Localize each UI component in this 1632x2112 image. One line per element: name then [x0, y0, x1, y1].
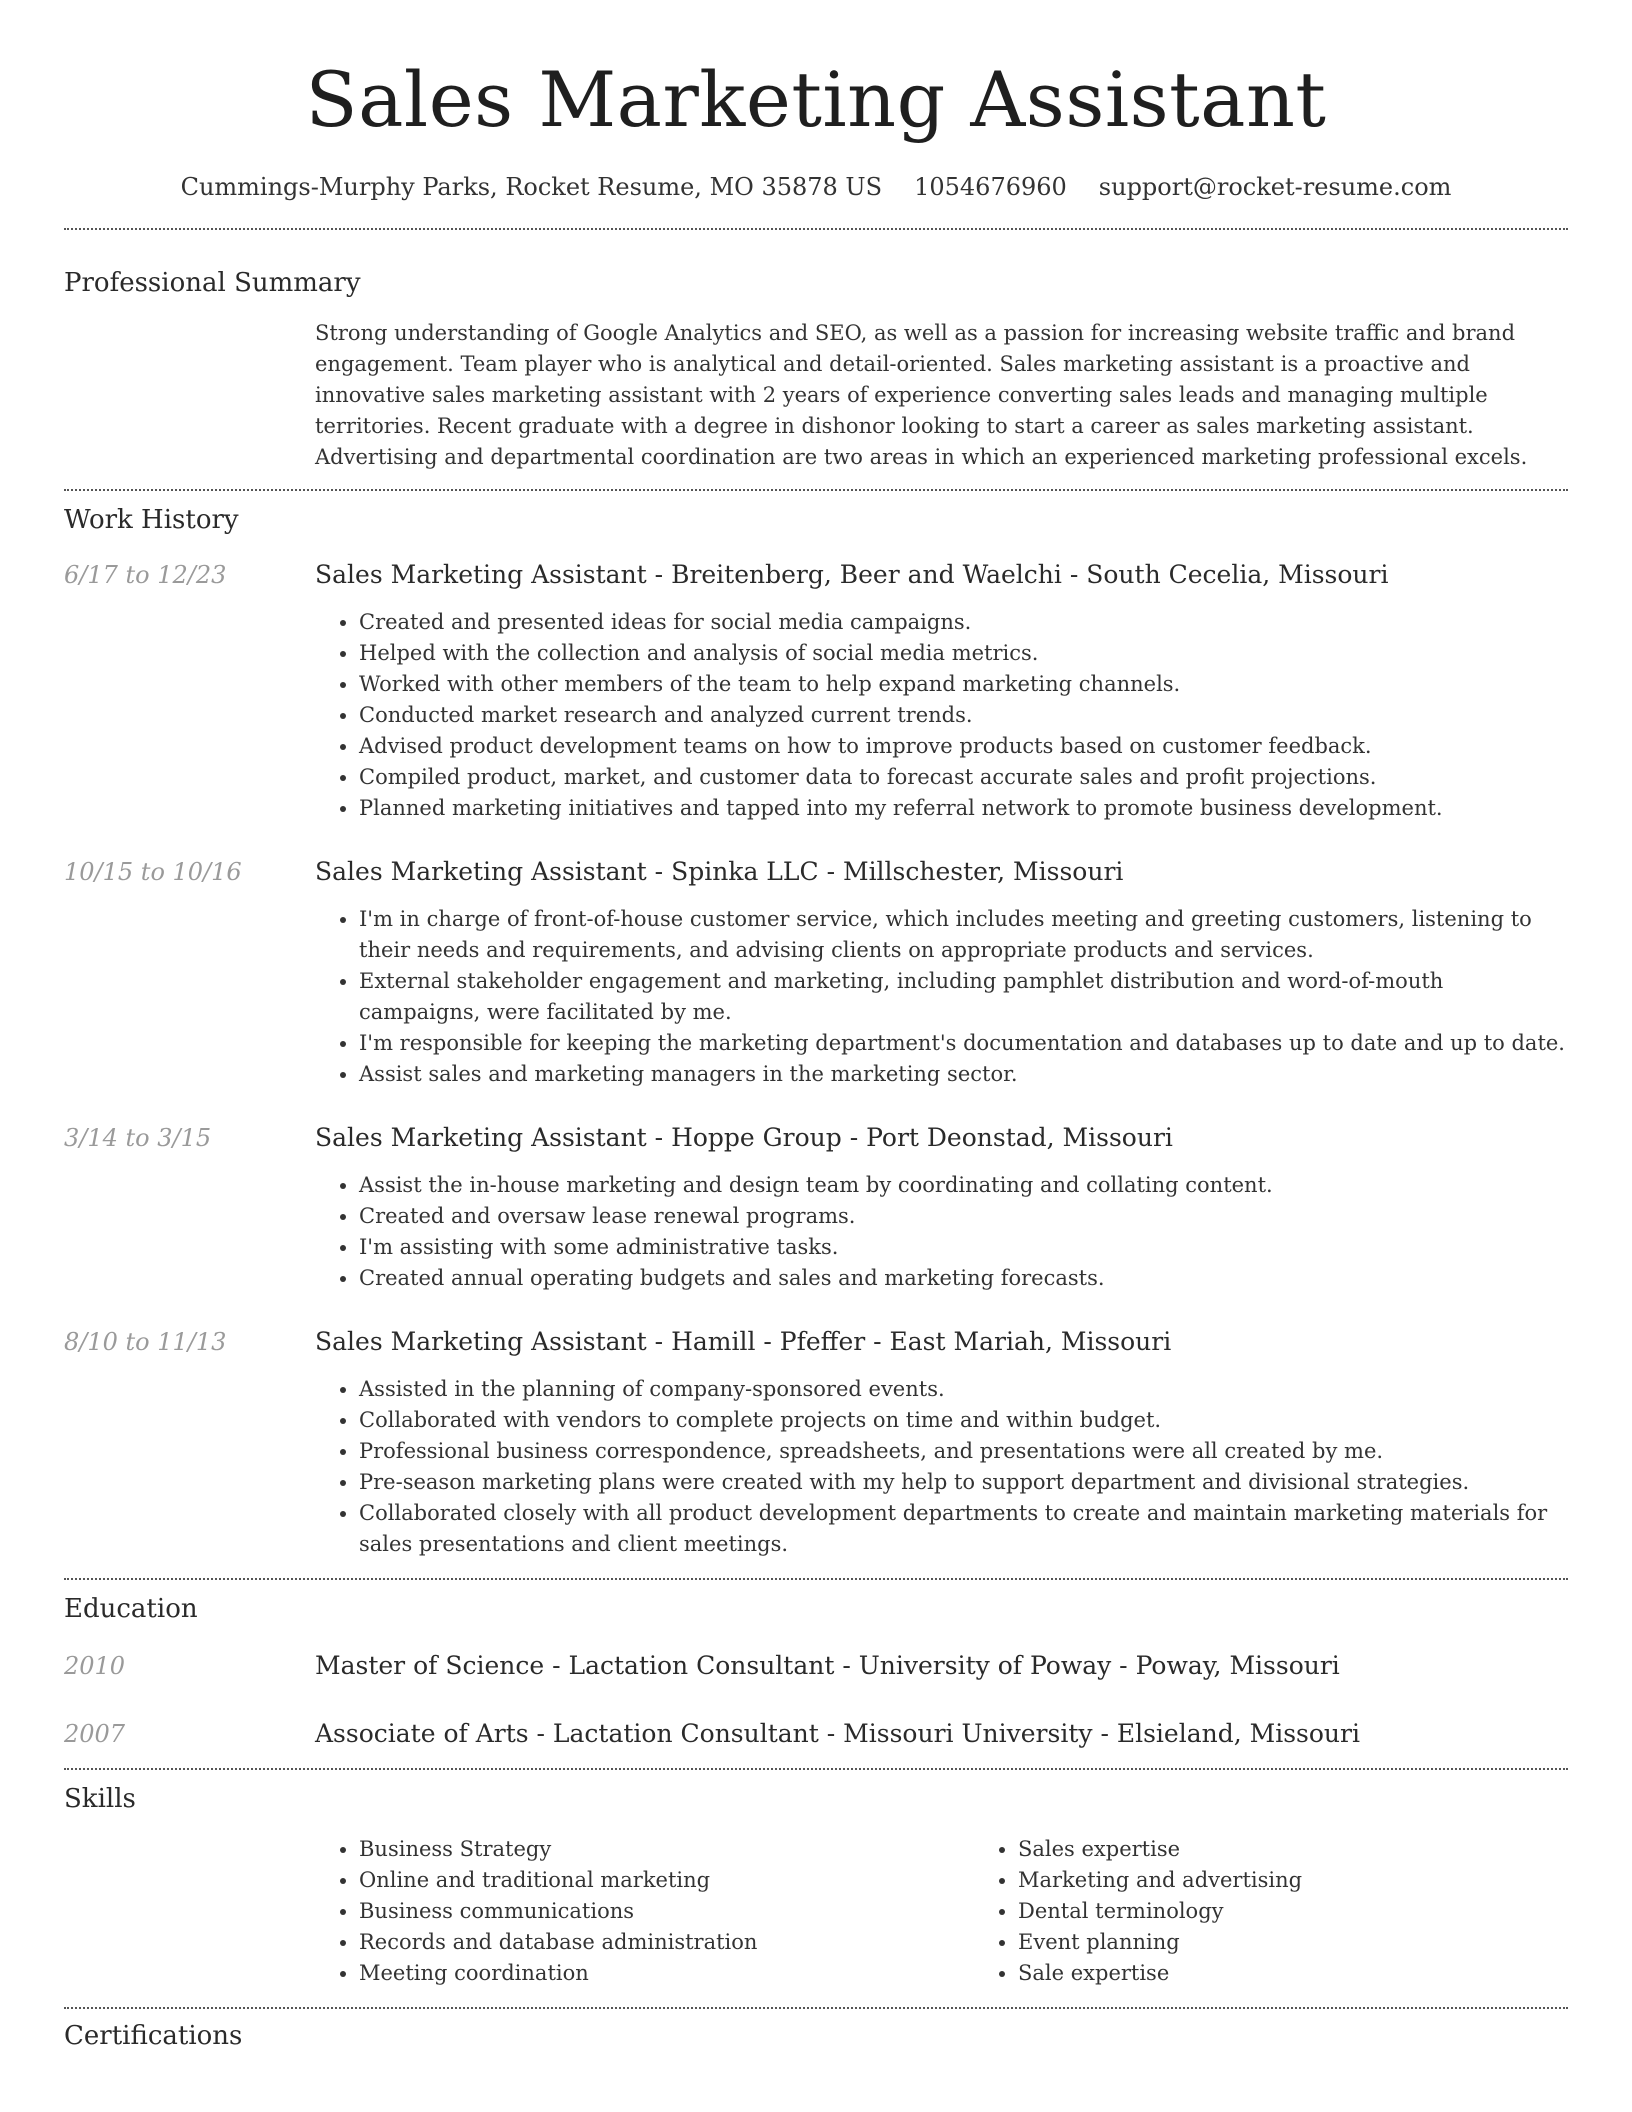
job-bullets [315, 1374, 1568, 1560]
job-heading: Sales Marketing Assistant - Breitenberg, Beer and Waelchi - South Cecelia, Missouri [315, 560, 1389, 589]
list-item: • Assist sales and marketing managers in the marketing sector. [359, 1059, 1568, 1090]
skills-section [64, 1782, 1568, 1989]
job-heading: Sales Marketing Assistant - Spinka LLC - Millschester, Missouri [315, 857, 1124, 886]
list-item: • Created and oversaw lease renewal programs. [359, 1201, 1568, 1232]
list-item: • Assisted in the planning of company-sponsored events. [359, 1374, 1568, 1405]
education-entry [64, 1718, 1568, 1750]
skills-list [315, 1834, 1632, 1989]
list-item: • I'm assisting with some administrative tasks. [359, 1232, 1568, 1263]
list-item: • Created annual operating budgets and sales and marketing forecasts. [359, 1263, 1568, 1294]
job-heading: Sales Marketing Assistant - Hoppe Group - Port Deonstad, Missouri [315, 1123, 1173, 1152]
list-item: • Assist the in-house marketing and design team by coordinating and collating content. [359, 1170, 1568, 1201]
list-item: • Online and traditional marketing [359, 1865, 974, 1896]
divider [64, 2007, 1568, 2009]
contact-line [64, 170, 1568, 204]
list-item: • Helped with the collection and analysis of social media metrics. [359, 638, 1568, 669]
list-item: • Records and database administration [359, 1927, 974, 1958]
job-dates: 10/15 to 10/16 [64, 858, 242, 886]
education-degree: Associate of Arts - Lactation Consultant - Missouri University - Elsieland, Missouri [315, 1719, 1360, 1748]
job-entry [64, 856, 1568, 1090]
contact-phone: 1054676960 [914, 173, 1067, 201]
list-item: • I'm in charge of front-of-house customer service, which includes meeting and greeting customers, listening to their needs and requirements, and advising clients on appropriate products and services. [359, 904, 1568, 966]
list-item: • Advised product development teams on how to improve products based on customer feedback. [359, 731, 1568, 762]
list-item: • Sales expertise [1018, 1834, 1632, 1865]
skills-column-left [315, 1834, 974, 1989]
education-section [64, 1592, 1568, 1750]
list-item: • Business communications [359, 1896, 974, 1927]
job-dates: 6/17 to 12/23 [64, 561, 227, 589]
list-item: • Business Strategy [359, 1834, 974, 1865]
job-bullets [315, 607, 1568, 824]
divider [64, 1768, 1568, 1770]
list-item: • Compiled product, market, and customer data to forecast accurate sales and profit projections. [359, 762, 1568, 793]
list-item: • Planned marketing initiatives and tapped into my referral network to promote business development. [359, 793, 1568, 824]
skills-title: Skills [64, 1784, 136, 1814]
list-item: • Professional business correspondence, spreadsheets, and presentations were all created by me. [359, 1436, 1568, 1467]
education-title: Education [64, 1594, 198, 1624]
list-item: • Worked with other members of the team to help expand marketing channels. [359, 669, 1568, 700]
certifications-title: Certifications [64, 2021, 243, 2051]
resume-page [64, 0, 1568, 2053]
divider [64, 228, 1568, 230]
summary-title: Professional Summary [64, 268, 361, 298]
certifications-section [64, 2019, 1568, 2053]
list-item: • External stakeholder engagement and marketing, including pamphlet distribution and word-of-mouth campaigns, were facilitated by me. [359, 966, 1568, 1028]
list-item: • Marketing and advertising [1018, 1865, 1632, 1896]
list-item: • I'm responsible for keeping the marketing department's documentation and databases up to date and up to date. [359, 1028, 1568, 1059]
list-item: • Meeting coordination [359, 1958, 974, 1989]
list-item: • Conducted market research and analyzed current trends. [359, 700, 1568, 731]
work-history-section [64, 503, 1568, 1560]
job-entry [64, 1122, 1568, 1294]
job-dates: 8/10 to 11/13 [64, 1328, 227, 1356]
education-year: 2010 [64, 1652, 126, 1680]
job-entry [64, 1326, 1568, 1560]
job-heading: Sales Marketing Assistant - Hamill - Pfeffer - East Mariah, Missouri [315, 1327, 1172, 1356]
summary-section [64, 266, 1568, 473]
list-item: • Pre-season marketing plans were created with my help to support department and divisional strategies. [359, 1467, 1568, 1498]
list-item: • Collaborated closely with all product development departments to create and maintain marketing materials for sales presentations and client meetings. [359, 1498, 1568, 1560]
list-item: • Dental terminology [1018, 1896, 1632, 1927]
education-year: 2007 [64, 1720, 126, 1748]
summary-text: Strong understanding of Google Analytics and SEO, as well as a passion for increasing website traffic and brand engagement. Team player who is analytical and detail-oriented. Sales marketing assistant is a proactive and innovative sales marketing assistant with 2 years of experience converting sales leads and managing multiple territories. Recent graduate with a degree in dishonor looking to start a career as sales marketing assistant. Advertising and departmental coordination are two areas in which an experienced marketing professional excels. [315, 321, 1528, 469]
divider [64, 1578, 1568, 1580]
list-item: • Collaborated with vendors to complete projects on time and within budget. [359, 1405, 1568, 1436]
list-item: • Created and presented ideas for social media campaigns. [359, 607, 1568, 638]
work-history-title: Work History [64, 505, 239, 535]
job-bullets [315, 1170, 1568, 1294]
education-degree: Master of Science - Lactation Consultant - University of Poway - Poway, Missouri [315, 1651, 1340, 1680]
contact-address: Cummings-Murphy Parks, Rocket Resume, MO 35878 US [180, 173, 883, 201]
contact-email: support@rocket-resume.com [1098, 173, 1452, 201]
list-item: • Event planning [1018, 1927, 1632, 1958]
education-entry [64, 1650, 1568, 1682]
list-item: • Sale expertise [1018, 1958, 1632, 1989]
candidate-name: Sales Marketing Assistant [305, 55, 1327, 144]
skills-column-right [974, 1834, 1632, 1989]
job-entry [64, 559, 1568, 824]
job-bullets [315, 904, 1568, 1090]
job-dates: 3/14 to 3/15 [64, 1124, 212, 1152]
divider [64, 489, 1568, 491]
